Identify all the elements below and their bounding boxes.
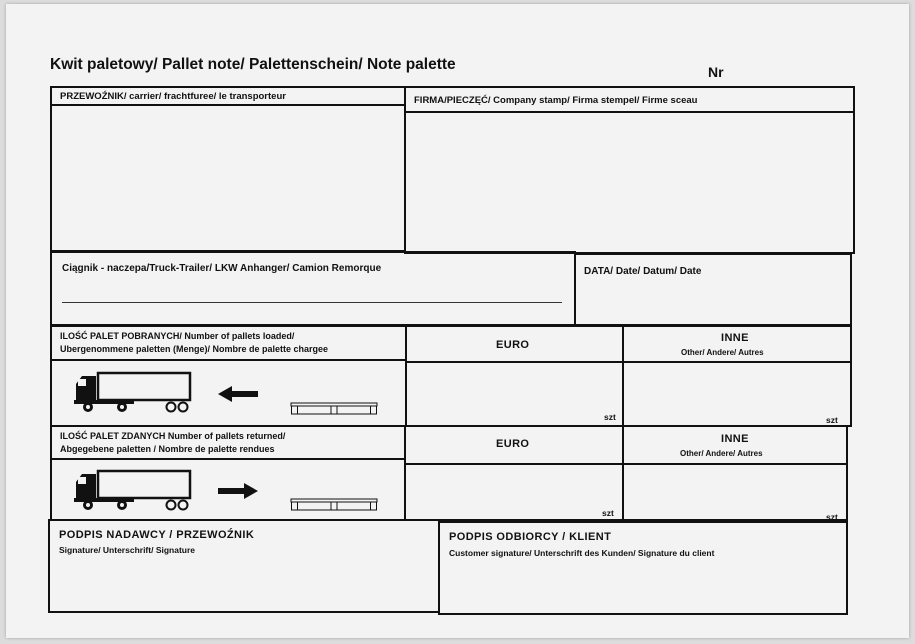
receiver-signature-sub: Customer signature/ Unterschrift des Kunden/ Signature du client: [449, 548, 715, 558]
arrow-right-icon: [218, 483, 258, 499]
date-label: DATA/ Date/ Datum/ Date: [584, 266, 702, 277]
truck-icon: [74, 370, 194, 414]
carrier-box[interactable]: [50, 86, 406, 252]
loaded-euro-label: EURO: [496, 339, 530, 351]
sender-signature-sub: Signature/ Unterschrift/ Signature: [59, 545, 196, 555]
truck-trailer-line: [62, 302, 562, 303]
sender-signature-label: PODPIS NADAWCY / PRZEWOŹNIK: [59, 529, 255, 541]
pallet-icon: [291, 499, 377, 511]
returned-euro-label: EURO: [496, 438, 530, 450]
loaded-label-line1: ILOŚĆ PALET POBRANYCH/ Number of pallets loaded/: [60, 331, 295, 341]
loaded-euro-unit: szt: [604, 412, 616, 422]
returned-other-unit: szt: [826, 512, 838, 522]
returned-euro-unit: szt: [602, 508, 614, 518]
pallet-icon: [291, 403, 377, 415]
truck-trailer-label: Ciągnik - naczepa/Truck-Trailer/ LKW Anhanger/ Camion Remorque: [62, 263, 382, 274]
truck-icon: [74, 468, 194, 512]
returned-other-field[interactable]: [624, 465, 846, 519]
date-box[interactable]: [574, 253, 852, 326]
returned-other-sub: Other/ Andere/ Autres: [680, 449, 763, 458]
loaded-euro-field[interactable]: [407, 362, 621, 425]
returned-label-line1: ILOŚĆ PALET ZDANYCH Number of pallets returned/: [60, 431, 286, 441]
arrow-left-icon: [218, 386, 258, 402]
number-label: Nr: [708, 64, 724, 80]
company-stamp-label: FIRMA/PIECZĘĆ/ Company stamp/ Firma stempel/ Firme sceau: [414, 95, 698, 106]
loaded-other-field[interactable]: [624, 363, 850, 425]
loaded-label-line2: Ubergenommene paletten (Menge)/ Nombre de palette chargee: [60, 344, 329, 354]
returned-label-line2: Abgegebene paletten / Nombre de palette rendues: [60, 444, 275, 454]
returned-euro-field[interactable]: [406, 465, 621, 519]
loaded-other-sub: Other/ Andere/ Autres: [681, 348, 764, 357]
loaded-other-label: INNE: [721, 332, 749, 344]
returned-other-label: INNE: [721, 433, 749, 445]
document-title: Kwit paletowy/ Pallet note/ Palettenschein/ Note palette: [50, 56, 456, 73]
loaded-other-unit: szt: [826, 415, 838, 425]
receiver-signature-label: PODPIS ODBIORCY / KLIENT: [449, 531, 612, 543]
carrier-label: PRZEWOŹNIK/ carrier/ frachtfuree/ le transporteur: [60, 91, 286, 102]
